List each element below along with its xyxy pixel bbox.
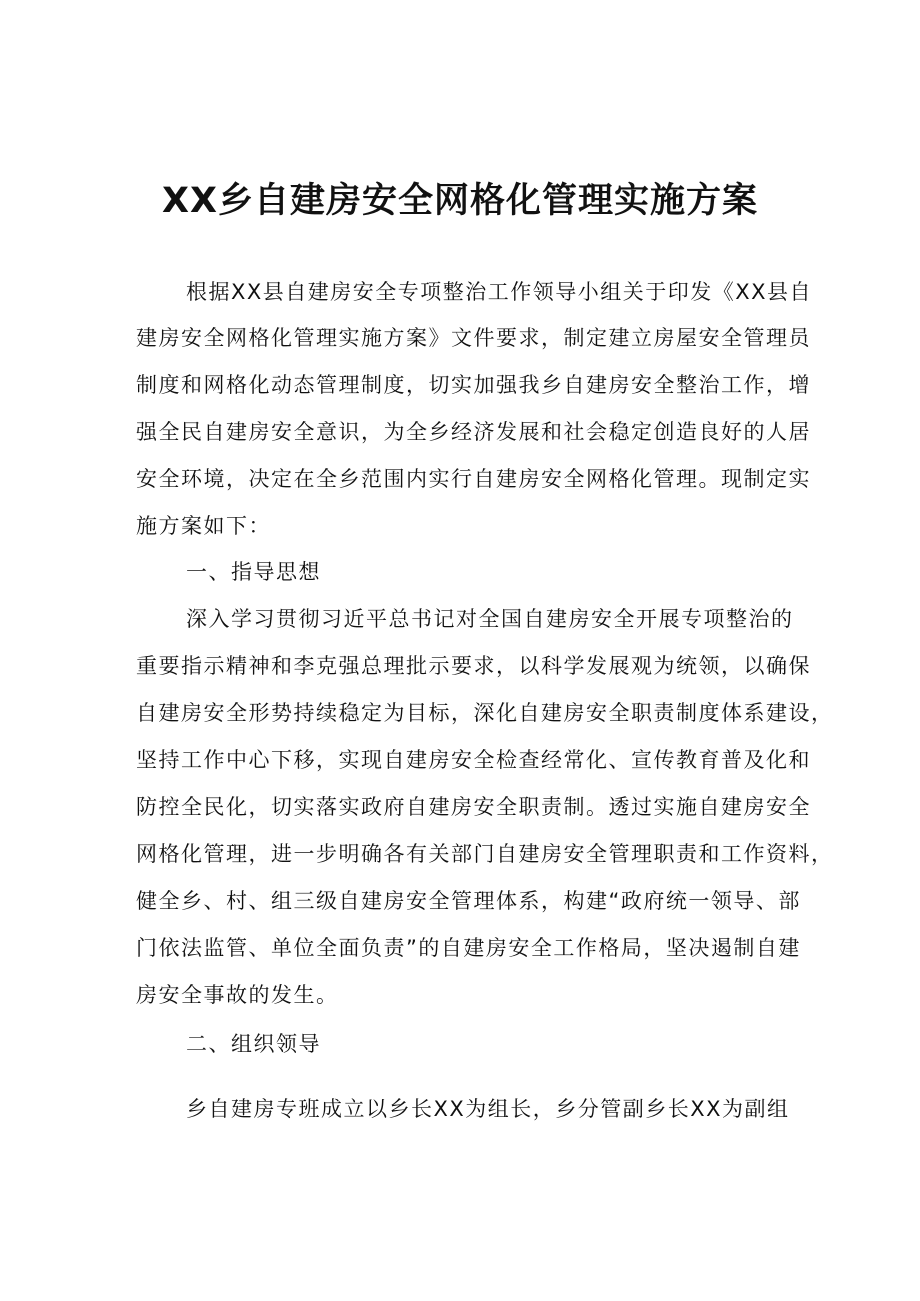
document-title: XX乡自建房安全网格化管理实施方案 <box>162 181 758 221</box>
paragraph-2-line-6: 网格化管理，进一步明确各有关部门自建房安全管理职责和工作资料， <box>136 842 834 866</box>
paragraph-2-line-9: 房安全事故的发生。 <box>136 983 339 1007</box>
paragraph-3-line-1: 乡自建房专班成立以乡长XX为组长，乡分管副乡长XX为副组 <box>186 1097 790 1121</box>
paragraph-2-line-5: 防控全民化，切实落实政府自建房安全职责制。透过实施自建房安全 <box>136 795 811 819</box>
paragraph-1-line-5: 安全环境，决定在全乡范围内实行自建房安全网格化管理。现制定实 <box>136 467 811 491</box>
paragraph-2-line-2: 重要指示精神和李克强总理批示要求，以科学发展观为统领，以确保 <box>136 654 811 678</box>
paragraph-2-line-3: 自建房安全形势持续稳定为目标，深化自建房安全职责制度体系建设， <box>136 701 834 725</box>
section-heading-2: 二、组织领导 <box>186 1032 321 1056</box>
paragraph-1-line-1: 根据XX县自建房安全专项整治工作领导小组关于印发《XX县自 <box>186 280 813 304</box>
paragraph-1-line-3: 制度和网格化动态管理制度，切实加强我乡自建房安全整治工作，增 <box>136 373 811 397</box>
paragraph-1-line-6: 施方案如下： <box>136 514 271 538</box>
paragraph-1-line-2: 建房安全网格化管理实施方案》文件要求，制定建立房屋安全管理员 <box>136 326 811 350</box>
paragraph-2-line-7: 健全乡、村、组三级自建房安全管理体系，构建“政府统一领导、部 <box>136 889 801 913</box>
paragraph-1-line-4: 强全民自建房安全意识，为全乡经济发展和社会稳定创造良好的人居 <box>136 420 811 444</box>
paragraph-2-line-8: 门依法监管、单位全面负责”的自建房安全工作格局，坚决遏制自建 <box>136 936 801 960</box>
section-heading-1: 一、指导思想 <box>186 560 321 584</box>
paragraph-2-line-4: 坚持工作中心下移，实现自建房安全检查经常化、宣传教育普及化和 <box>136 748 811 772</box>
paragraph-2-line-1: 深入学习贯彻习近平总书记对全国自建房安全开展专项整治的 <box>186 607 794 631</box>
